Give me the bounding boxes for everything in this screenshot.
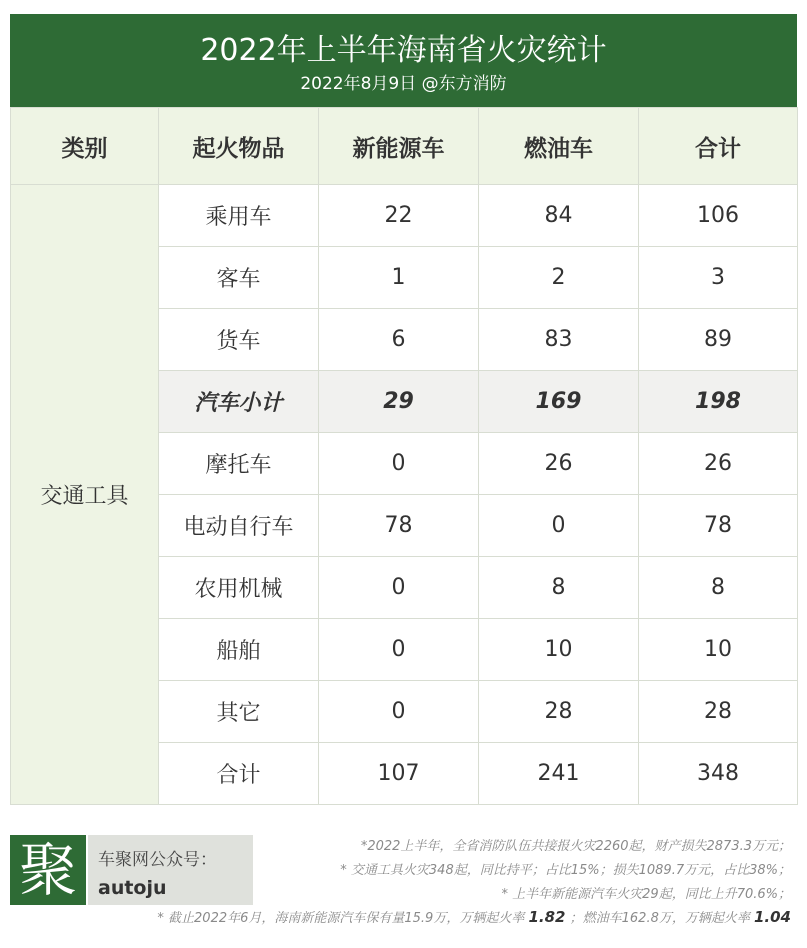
table-row (11, 185, 798, 247)
ev-cell: 0 (319, 557, 479, 619)
brand-handle: autoju (98, 877, 167, 899)
footnote-4-fuel-rate: 1.04 (753, 908, 791, 926)
fire-statistics-table (10, 107, 798, 805)
total-cell: 348 (639, 743, 798, 805)
total-cell: 26 (639, 433, 798, 495)
ev-cell: 0 (319, 433, 479, 495)
ev-cell: 1 (319, 247, 479, 309)
total-cell: 106 (639, 185, 798, 247)
ev-cell: 0 (319, 619, 479, 681)
fuel-cell: 26 (479, 433, 639, 495)
ev-cell: 29 (319, 371, 479, 433)
brand-logo: 聚 (10, 835, 86, 905)
fuel-cell: 10 (479, 619, 639, 681)
category-cell: 交通工具 (11, 185, 159, 805)
total-cell: 3 (639, 247, 798, 309)
item-cell: 电动自行车 (159, 495, 319, 557)
fuel-cell: 8 (479, 557, 639, 619)
page-title: 2022年上半年海南省火灾统计 (200, 33, 607, 68)
fuel-cell: 0 (479, 495, 639, 557)
total-cell: 8 (639, 557, 798, 619)
item-cell: 汽车小计 (159, 371, 319, 433)
ev-cell: 0 (319, 681, 479, 743)
ev-cell: 78 (319, 495, 479, 557)
total-cell: 28 (639, 681, 798, 743)
header-item: 起火物品 (159, 108, 319, 185)
total-cell: 78 (639, 495, 798, 557)
footnote-3: * 上半年新能源汽车火灾29起，同比上升70.6%； (501, 887, 791, 902)
brand-panel (88, 835, 253, 905)
ev-cell: 107 (319, 743, 479, 805)
item-cell: 农用机械 (159, 557, 319, 619)
fuel-cell: 28 (479, 681, 639, 743)
footnotes (340, 835, 791, 907)
header-total: 合计 (639, 108, 798, 185)
header-fuel: 燃油车 (479, 108, 639, 185)
footnote-2: * 交通工具火灾348起，同比持平；占比15%；损失1089.7万元，占比38%； (340, 863, 791, 878)
footnote-4 (157, 907, 791, 926)
item-cell: 货车 (159, 309, 319, 371)
footnote-4-text-a: * 截止2022年6月，海南新能源汽车保有量15.9万，万辆起火率 (157, 911, 525, 926)
title-banner (10, 14, 797, 107)
footnote-4-ev-rate: 1.82 (528, 908, 566, 926)
header-ev: 新能源车 (319, 108, 479, 185)
footer (10, 831, 797, 948)
ev-cell: 22 (319, 185, 479, 247)
item-cell: 乘用车 (159, 185, 319, 247)
header-category: 类别 (11, 108, 159, 185)
total-cell: 10 (639, 619, 798, 681)
item-cell: 摩托车 (159, 433, 319, 495)
fuel-cell: 169 (479, 371, 639, 433)
total-cell: 198 (639, 371, 798, 433)
footnote-4-text-c: ；燃油车162.8万，万辆起火率 (569, 911, 750, 926)
fuel-cell: 2 (479, 247, 639, 309)
fuel-cell: 84 (479, 185, 639, 247)
item-cell: 客车 (159, 247, 319, 309)
ev-cell: 6 (319, 309, 479, 371)
item-cell: 船舶 (159, 619, 319, 681)
item-cell: 其它 (159, 681, 319, 743)
total-cell: 89 (639, 309, 798, 371)
fuel-cell: 241 (479, 743, 639, 805)
table-card (10, 14, 797, 805)
page-subtitle: 2022年8月9日 @东方消防 (300, 74, 507, 94)
item-cell: 合计 (159, 743, 319, 805)
brand-label: 车聚网公众号： (98, 850, 217, 870)
footnote-1: *2022上半年，全省消防队伍共接报火灾2260起，财产损失2873.3万元； (360, 839, 791, 854)
fuel-cell: 83 (479, 309, 639, 371)
table-header-row (11, 108, 798, 185)
